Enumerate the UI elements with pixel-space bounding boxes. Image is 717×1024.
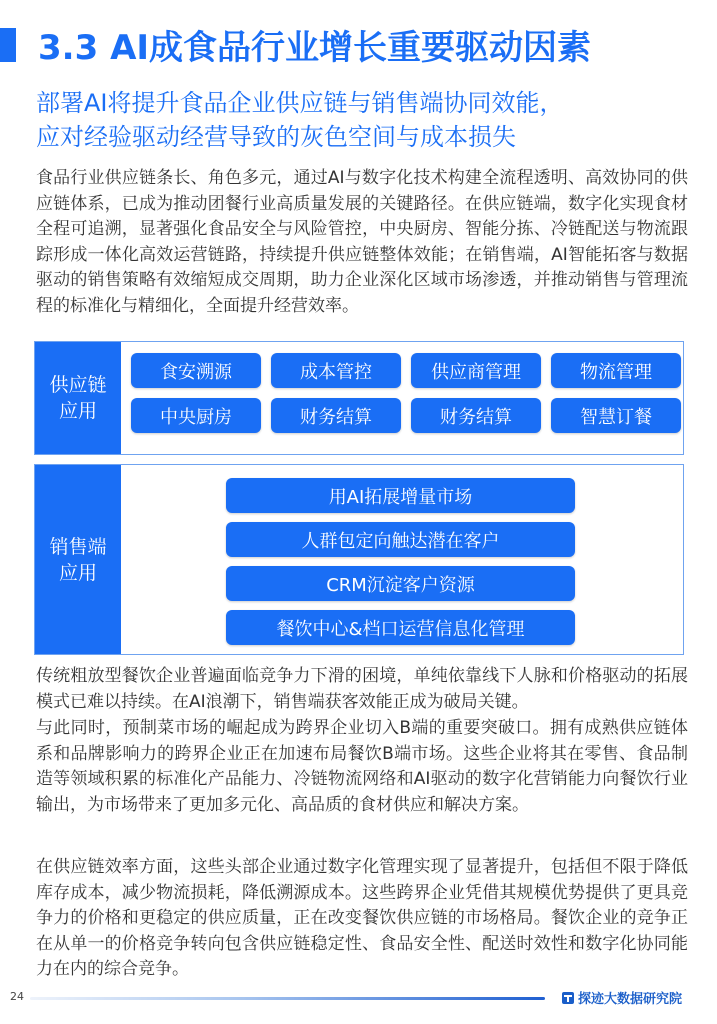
sales-item-targeted-reach: 人群包定向触达潜在客户 [226,522,575,557]
subtitle-line-1: 部署AI将提升食品企业供应链与销售端协同效能， [36,89,564,117]
footer-divider [30,997,545,1000]
supply-item-supplier-management: 供应商管理 [411,353,541,388]
supply-chain-items [131,353,681,433]
supply-item-central-kitchen: 中央厨房 [131,398,261,433]
sales-items [226,478,575,645]
supply-label-line-1: 供应链 [49,374,107,396]
page-number: 24 [10,990,24,1003]
paragraph-3: 在供应链效率方面，这些头部企业通过数字化管理实现了显著提升，包括但不限于降低库存成本，减少物流损耗，降低溯源成本。这些跨界企业凭借其规模优势提供了更具竞争力的价格和更稳定的供应质量，正在改变餐饮供应链的市场格局。餐饮企业的竞争正在从单一的价格竞争转向包含供应链稳定性、食品安全性、配送时效性和数字化协同能力在内的综合竞争。 [36,857,688,979]
subtitle-line-2: 应对经验驱动经营导致的灰色空间与成本损失 [36,123,516,151]
supply-chain-panel [34,341,684,455]
supply-item-traceability: 食安溯源 [131,353,261,388]
sales-panel [34,464,684,655]
sales-label-line-1: 销售端 [49,535,107,558]
sales-item-crm: CRM沉淀客户资源 [226,566,575,601]
paragraph-1: 传统粗放型餐饮企业普遍面临竞争力下滑的困境，单纯依靠线下人脉和价格驱动的拓展模式已难以持续。在AI浪潮下，销售端获客效能正成为破局关键。 [36,666,688,712]
supply-label-line-2: 应用 [58,400,97,422]
page-subtitle [36,86,564,154]
paragraph-2: 与此同时，预制菜市场的崛起成为跨界企业切入B端的重要突破口。拥有成熟供应链体系和品牌影响力的跨界企业正在加速布局餐饮B端市场。这些企业将其在零售、食品制造等领域积累的标准化产品能力、冷链物流网络和AI驱动的数字化营销能力向餐饮行业输出，为市场带来了更加多元化、高品质的食材供应和解决方案。 [36,718,688,815]
supply-item-smart-ordering: 智慧订餐 [551,398,681,433]
brand-name: 探迹大数据研究院 [578,992,683,1007]
supply-chain-label [35,342,121,454]
footer-brand [562,988,682,1007]
supply-item-finance-settlement-2: 财务结算 [411,398,541,433]
supply-item-finance-settlement: 财务结算 [271,398,401,433]
supply-item-logistics: 物流管理 [551,353,681,388]
sales-item-operations-management: 餐饮中心&档口运营信息化管理 [226,610,575,645]
supply-item-cost-control: 成本管控 [271,353,401,388]
sales-label [35,465,121,654]
page-title: 3.3 AI成食品行业增长重要驱动因素 [38,28,592,68]
sales-label-line-2: 应用 [58,561,97,584]
title-accent-bar [0,28,16,62]
intro-paragraph: 食品行业供应链条长、角色多元，通过AI与数字化技术构建全流程透明、高效协同的供应链体系，已成为推动团餐行业高质量发展的关键路径。在供应链端，数字化实现食材全程可追溯，显著强化食品安全与风险管控，中央厨房、智能分拣、冷链配送与物流跟踪形成一体化高效运营链路，持续提升供应链整体效能；在销售端，AI智能拓客与数据驱动的销售策略有效缩短成交周期，助力企业深化区域市场渗透，并推动销售与管理流程的标准化与精细化，全面提升经营效率。 [36,168,688,316]
sales-item-ai-expansion: 用AI拓展增量市场 [226,478,575,513]
tungee-logo-icon [562,992,574,1004]
